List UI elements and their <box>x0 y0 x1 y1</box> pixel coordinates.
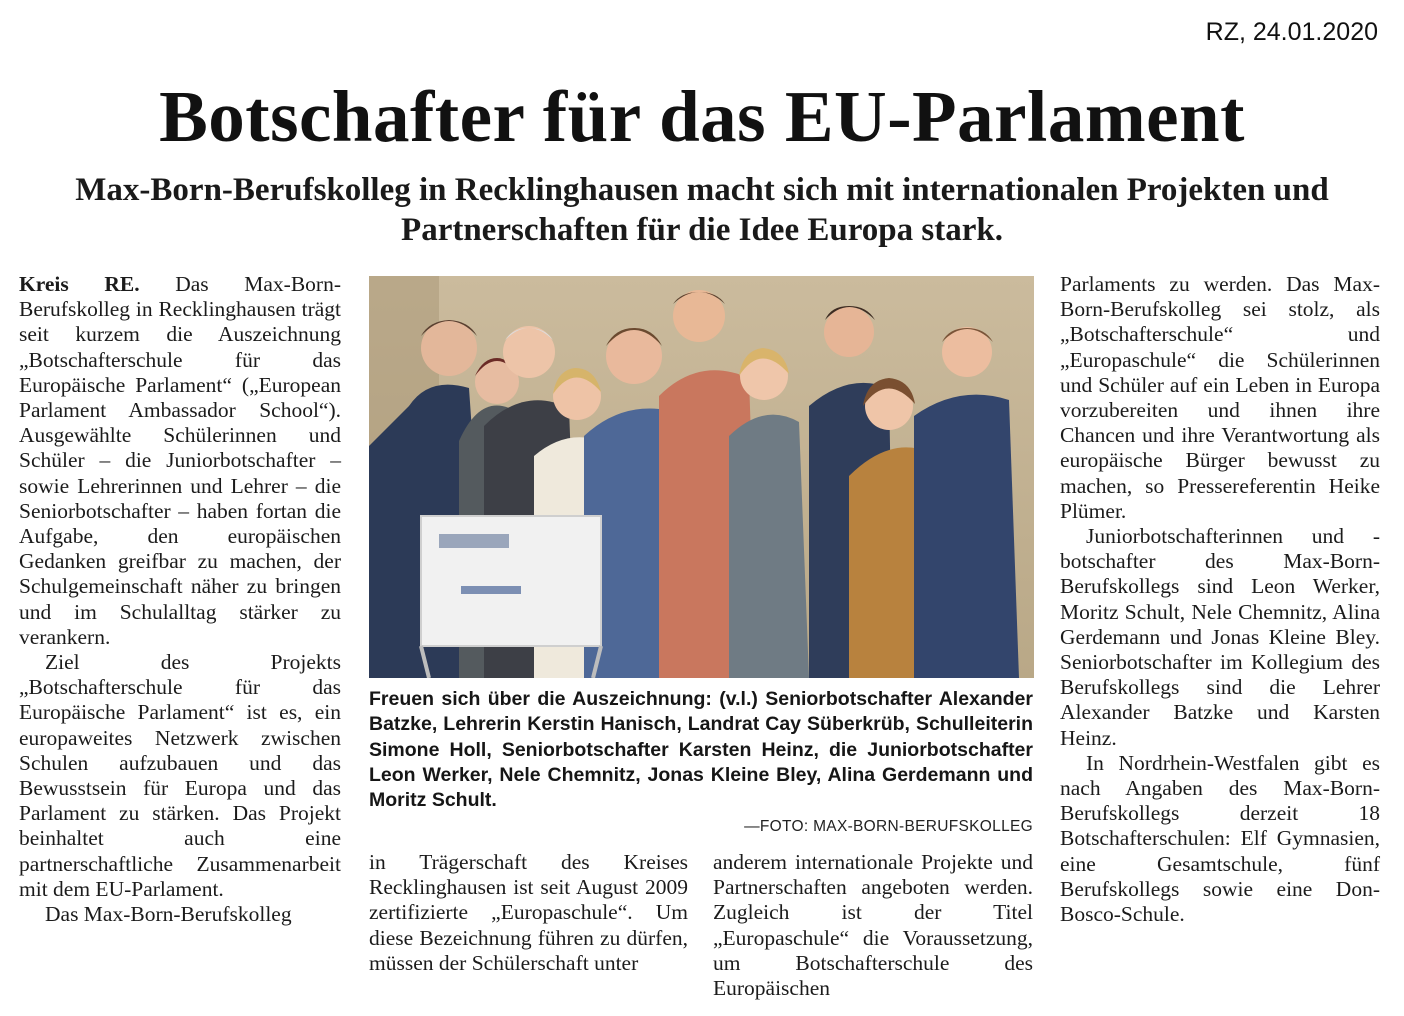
article-column-4 <box>1060 272 1380 927</box>
column-4-paragraph-3: In Nordrhein-Westfalen gibt es nach Angaben des Max-Born-Berufskollegs derzeit 18 Botschafterschulen: Elf Gymnasien, eine Gesamtschule, fünf Berufskollegs sowie eine Don-Bosco-Schule. <box>1060 750 1380 927</box>
photo-caption: Freuen sich über die Auszeichnung: (v.l.) Seniorbotschafter Alexander Batzke, Lehrerin Kerstin Hanisch, Landrat Cay Süberkrüb, Schulleiterin Simone Holl, Seniorbotschafter Karsten Heinz, die Juniorbotschafter Leon Werker, Nele Chemnitz, Jonas Kleine Bley, Alina Gerdemann und Moritz Schult. <box>369 688 1033 812</box>
article-headline: Botschafter für das EU-Parlament <box>159 76 1245 157</box>
column-3-paragraph-1: anderem internationale Projekte und Partnerschaften angeboten werden. Zugleich ist der Titel „Europaschule“ die Voraussetzung, um Botschafterschule des Europäischen <box>713 850 1033 1001</box>
article-photo <box>369 276 1034 678</box>
photo-credit: —FOTO: MAX-BORN-BERUFSKOLLEG <box>744 818 1033 835</box>
column-4-paragraph-1: Parlaments zu werden. Das Max-Born-Berufskolleg sei stolz, als „Botschafterschule“ und „Europaschule“ die Schülerinnen und Schüler auf ein Leben in Europa vorzubereiten und ihnen ihre Chancen und ihre Verantwortung als europäische Bürger bewusst zu machen, so Pressereferentin Heike Plümer. <box>1060 272 1380 523</box>
article-column-3 <box>713 850 1033 1001</box>
article-subheadline: Max-Born-Berufskolleg in Recklinghausen macht sich mit internationalen Projekten und Partnerschaften für die Idee Europa stark. <box>75 172 1329 248</box>
column-4-paragraph-2: Juniorbotschafterinnen und -botschafter des Max-Born-Berufskollegs sind Leon Werker, Moritz Schult, Nele Chemnitz, Alina Gerdemann und Jonas Kleine Bley. Seniorbotschafter im Kollegium des Berufskollegs sind die Lehrer Alexander Batzke und Karsten Heinz. <box>1060 524 1380 750</box>
article-column-1 <box>19 272 341 927</box>
paragraph-text: Das Max-Born-Berufskolleg in Recklinghausen trägt seit kurzem die Auszeichnung „Botschafterschule für das Europäische Parlament“ („European Parlament Ambassador School“). Ausgewählte Schülerinnen und Schüler – die Juniorbotschafter – sowie Lehrerinnen und Lehrer – die Seniorbotschafter – haben fortan die Aufgabe, den europäischen Gedanken greifbar zu machen, der Schulgemeinschaft näher zu bringen und im Schulalltag stärker zu verankern. <box>19 272 341 649</box>
column-1-paragraph-3: Das Max-Born-Berufskolleg <box>45 902 292 927</box>
article-column-2 <box>369 850 688 976</box>
column-1-paragraph-1 <box>19 272 341 650</box>
group-photo-illustration <box>369 276 1034 678</box>
publication-date-line: RZ, 24.01.2020 <box>1205 18 1378 46</box>
column-2-paragraph-1: in Trägerschaft des Kreises Recklinghausen ist seit August 2009 zertifizierte „Europaschule“. Um diese Bezeichnung führen zu dürfen, müssen der Schülerschaft unter <box>369 850 688 975</box>
column-1-paragraph-2: Ziel des Projekts „Botschafterschule für das Europäische Parlament“ ist es, ein europaweites Netzwerk zwischen Schulen aufzubauen und das Bewusstsein für Europa und das Parlament zu stärken. Das Projekt beinhaltet auch eine partnerschaftliche Zusammenarbeit mit dem EU-Parlament. <box>19 650 341 901</box>
dateline: Kreis RE. <box>19 272 140 296</box>
